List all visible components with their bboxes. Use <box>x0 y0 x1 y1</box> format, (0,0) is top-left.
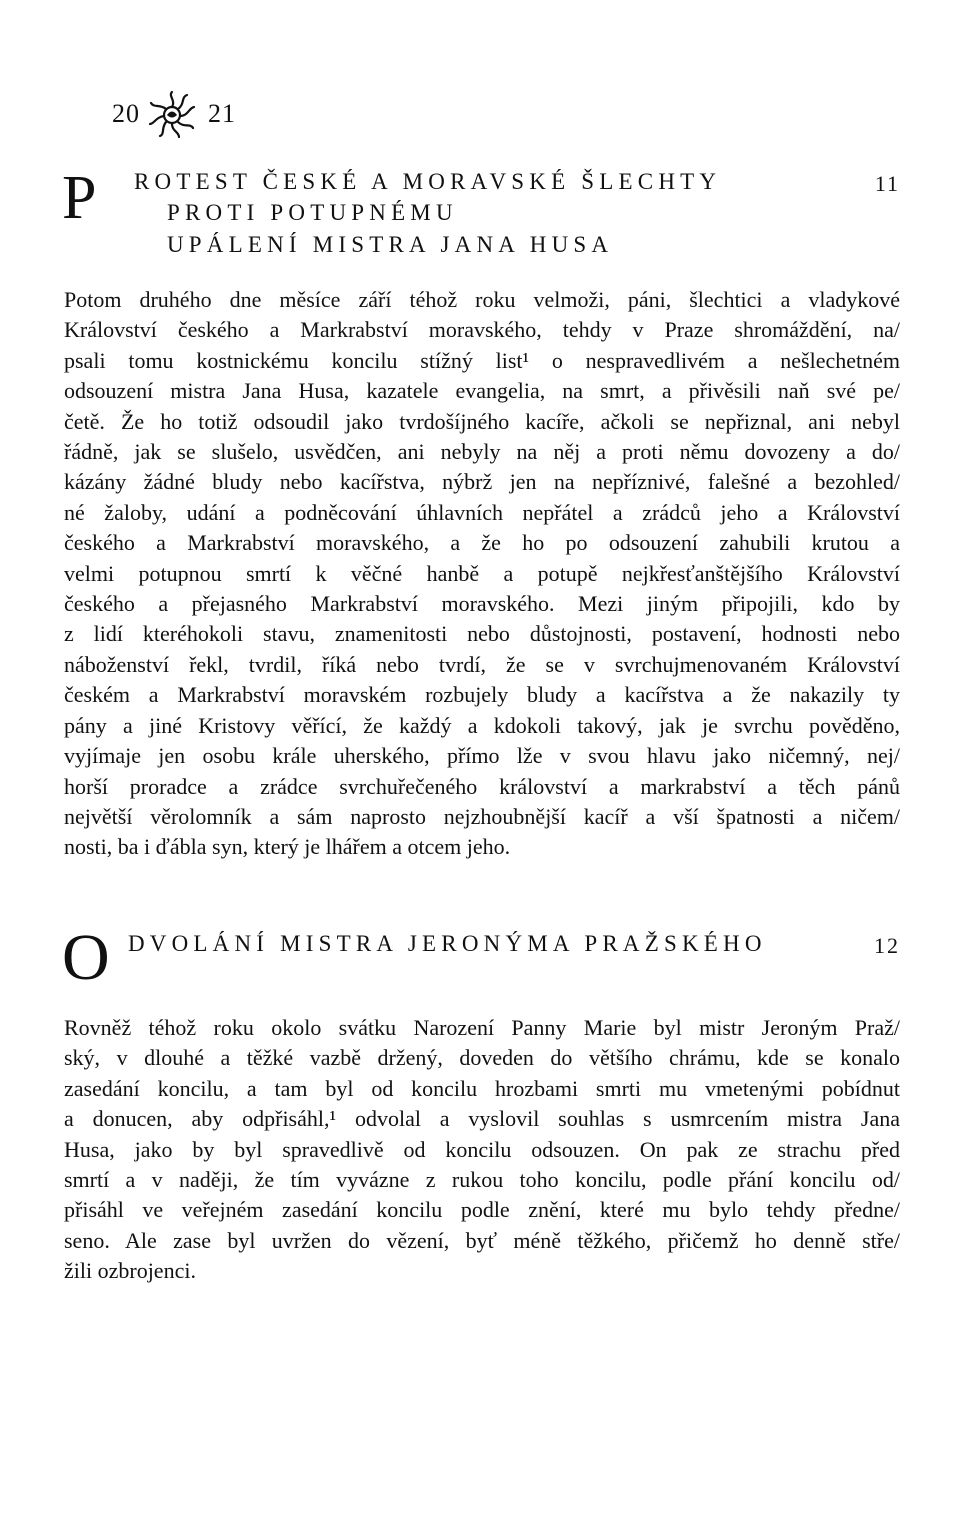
text-line: největší věrolomník a sám naprosto nejzhoubnější kacíř a vší špatnosti a ničem/ <box>64 803 900 829</box>
text-line: žili ozbrojenci. <box>64 1258 196 1284</box>
heading-line: PROTI POTUPNÉMU <box>167 200 458 225</box>
paragraph-jeronym <box>64 1013 900 1287</box>
heading-line: DVOLÁNÍ MISTRA JERONÝMA PRAŽSKÉHO <box>128 931 767 956</box>
text-line: odsouzení mistra Jana Husa, kazatele evangelia, na smrt, a přivěsili naň své pe/ <box>64 378 900 404</box>
text-line: českého a přejasného Markrabství moravského. Mezi jiným připojili, kdo by <box>64 591 900 617</box>
heading-line: UPÁLENÍ MISTRA JANA HUSA <box>167 232 614 257</box>
text-line: Potom druhého dne měsíce září téhož roku velmoži, páni, šlechtici a vladykové <box>64 287 900 312</box>
text-line: Království českého a Markrabství moravského, tehdy v Praze shromáždění, na/ <box>64 317 900 343</box>
text-line: a donucen, aby odpřisáhl,¹ odvolal a vyslovil souhlas s usmrcením mistra Jana <box>64 1106 900 1132</box>
entry-number: 11 <box>874 171 900 196</box>
text-line: kázány žádné bludy nebo kacířstva, nýbrž jen na nepříznivé, falešné a bezohled/ <box>64 469 900 495</box>
text-line: velmi potupnou smrtí k věčné hanbě a potupě nejkřesťanštějšího Království <box>64 560 900 586</box>
text-line: vyjímaje jen osobu krále uherského, přímo lže v svou hlavu jako ničemný, nej/ <box>64 743 900 769</box>
drop-cap: O <box>62 921 110 994</box>
text-line: řádně, jak se slušelo, usvědčen, ani nebyly na něj a proti němu dovozeny a do/ <box>64 439 900 465</box>
text-line: pány a jiné Kristovy věřící, že každý a kdokoli takový, jak je svrchu pověděno, <box>64 712 900 738</box>
text-line: Husa, jako by byl spravedlivě od koncilu odsouzen. On pak ze strachu před <box>64 1136 900 1162</box>
text-line: smrtí a v naději, že tím vyvázne z rukou toho koncilu, podle přání koncilu od/ <box>64 1167 900 1193</box>
text-line: českém a Markrabství moravském rozbujely bludy a kacířstva a že nakazily ty <box>64 682 900 708</box>
text-line: psali tomu kostnickému koncilu stížný list¹ o nespravedlivém a nešlechetném <box>64 347 900 373</box>
text-line: horší proradce a zrádce svrchuřečeného království a markrabství a těch pánů <box>64 773 900 799</box>
text-line: nosti, ba i ďábla syn, který je lhářem a otcem jeho. <box>64 834 511 860</box>
section-heading-protest <box>62 165 900 265</box>
text-line: z lidí kteréhokoli stavu, znamenitosti nebo důstojnosti, postavení, hodnosti nebo <box>64 621 900 647</box>
section-heading-jeronym <box>62 921 900 1005</box>
text-line: náboženství řekl, tvrdil, říká nebo tvrdí, že se v svrchujmenovaném Království <box>64 651 900 677</box>
text-line: ský, v dlouhé a těžké vazbě držený, doveden do většího chrámu, kde se konalo <box>64 1045 900 1071</box>
page-header <box>112 88 236 140</box>
text-line: přisáhl ve veřejném zasedání koncilu podle znění, které mu bylo tehdy předne/ <box>64 1197 900 1223</box>
text-line: seno. Ale zase byl uvržen do vězení, byť méně těžkého, přičemž ho denně stře/ <box>64 1227 900 1253</box>
text-line: českého a Markrabství moravského, a že ho po odsouzení zahubili krutou a <box>64 530 900 556</box>
drop-cap: P <box>62 164 97 232</box>
heading-line: ROTEST ČESKÉ A MORAVSKÉ ŠLECHTY <box>134 169 722 194</box>
right-page-number: 21 <box>208 99 236 128</box>
text-line: né žaloby, udání a podněcování úhlavních nepřátel a zrádců jeho a Království <box>64 499 900 525</box>
left-page-number: 20 <box>112 99 140 128</box>
text-line: četě. Že ho totiž odsoudil jako tvrdošíjného kacíře, ačkoli se nepřiznal, ani nebyl <box>64 408 900 434</box>
paragraph-protest <box>64 285 900 863</box>
text-line: Rovněž téhož roku okolo svátku Narození Panny Marie byl mistr Jeroným Praž/ <box>64 1015 900 1040</box>
sun-spiral-ornament-icon <box>148 90 196 138</box>
text-line: zasedání koncilu, a tam byl od koncilu hrozbami smrti mu vmetenými pobídnut <box>64 1075 900 1101</box>
entry-number: 12 <box>874 933 900 958</box>
